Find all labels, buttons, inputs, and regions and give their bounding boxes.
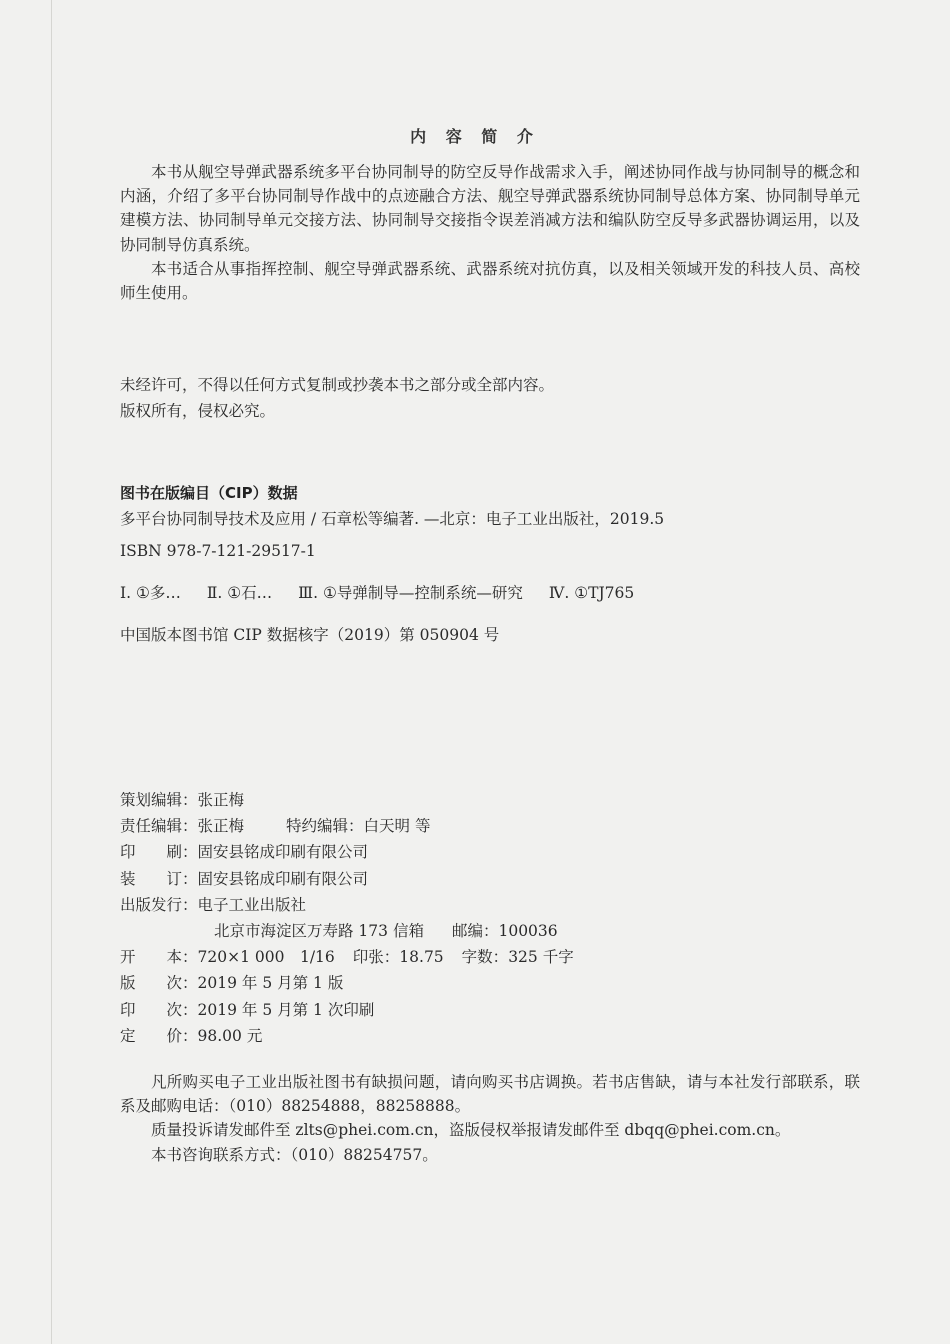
info-label: 定 价： bbox=[120, 1026, 198, 1045]
notice-section bbox=[120, 1070, 860, 1167]
info-row-format bbox=[120, 944, 860, 970]
intro-paragraph-2: 本书适合从事指挥控制、舰空导弹武器系统、武器系统对抗仿真，以及相关领域开发的科技人员、高校师生使用。 bbox=[120, 259, 860, 303]
cip-heading: 图书在版编目（CIP）数据 bbox=[120, 484, 298, 502]
cip-category: Ⅳ. ①TJ765 bbox=[548, 584, 635, 602]
info-value: 白天明 等 bbox=[363, 817, 431, 836]
info-label: 出版发行： bbox=[120, 895, 198, 914]
notice-email-line: 质量投诉请发邮件至 zlts@phei.com.cn，盗版侵权举报请发邮件至 dbqq@phei.com.cn。 bbox=[151, 1121, 791, 1140]
notice-contact-line: 本书咨询联系方式：（010）88254757。 bbox=[151, 1145, 438, 1164]
cip-record: 中国版本图书馆 CIP 数据核字（2019）第 050904 号 bbox=[120, 626, 500, 644]
info-value: 张正梅 bbox=[197, 791, 245, 809]
page-title: 内 容 简 介 bbox=[410, 127, 540, 146]
info-label: 印 次： bbox=[120, 1000, 198, 1019]
info-row-price bbox=[120, 1023, 860, 1049]
info-row-publisher bbox=[120, 892, 860, 918]
intro-paragraph-1: 本书从舰空导弹武器系统多平台协同制导的防空反导作战需求入手，阐述协同作战与协同制导的概念和内涵，介绍了多平台协同制导作战中的点迹融合方法、舰空导弹武器系统协同制导总体方案、协同制导单元建模方法、协同制导单元交接方法、协同制导交接指令误差消减方法和编队防空反导多武器协调运用，以及协同制导仿真系统。 bbox=[120, 163, 860, 254]
info-value: 2019 年 5 月第 1 次印刷 bbox=[197, 1000, 375, 1019]
info-label: 印 刷： bbox=[120, 843, 198, 862]
info-row-binding bbox=[120, 866, 860, 892]
copyright-line-1: 未经许可，不得以任何方式复制或抄袭本书之部分或全部内容。 bbox=[120, 376, 555, 394]
info-label: 开 本： bbox=[120, 948, 198, 967]
info-label: 装 订： bbox=[120, 869, 198, 888]
notice-paragraph: 凡所购买电子工业出版社图书有缺损问题，请向购买书店调换。若书店售缺，请与本社发行部联系，联系及邮购电话：（010）88254888，88258888。 bbox=[120, 1073, 860, 1116]
info-label: 特约编辑： bbox=[286, 817, 364, 836]
info-value: 100036 bbox=[498, 922, 558, 941]
info-value: 720×1 000 1/16 bbox=[197, 948, 335, 967]
info-value: 电子工业出版社 bbox=[197, 895, 307, 914]
info-value: 固安县铭成印刷有限公司 bbox=[197, 843, 369, 862]
info-row-edition bbox=[120, 970, 860, 996]
copyright-line-2: 版权所有，侵权必究。 bbox=[120, 402, 276, 420]
binding-line bbox=[51, 0, 52, 1344]
info-label: 责任编辑： bbox=[120, 817, 198, 836]
info-label: 策划编辑： bbox=[120, 791, 198, 809]
info-value: 固安县铭成印刷有限公司 bbox=[197, 869, 369, 888]
copyright-notice bbox=[120, 372, 860, 424]
info-row-responsible-editor bbox=[120, 813, 860, 839]
cip-category: Ⅰ. ①多… bbox=[120, 584, 181, 602]
info-value: 北京市海淀区万寿路 173 信箱 bbox=[214, 922, 424, 941]
publication-info bbox=[120, 787, 860, 1049]
info-label: 印张： bbox=[352, 948, 400, 967]
info-value: 98.00 元 bbox=[197, 1026, 263, 1045]
cip-categories bbox=[120, 580, 860, 606]
cip-category: Ⅲ. ①导弹制导—控制系统—研究 bbox=[298, 584, 523, 602]
info-label: 字数： bbox=[461, 948, 509, 967]
info-value: 2019 年 5 月第 1 版 bbox=[197, 974, 344, 993]
info-label: 邮编： bbox=[451, 922, 499, 941]
info-row-printing bbox=[120, 839, 860, 865]
info-row-address bbox=[120, 918, 860, 944]
info-row-planning-editor bbox=[120, 787, 860, 813]
info-label: 版 次： bbox=[120, 974, 198, 993]
info-value: 张正梅 bbox=[197, 817, 245, 836]
cip-isbn: ISBN 978-7-121-29517-1 bbox=[120, 542, 316, 560]
intro-section bbox=[120, 160, 860, 305]
cip-section bbox=[120, 480, 860, 648]
info-value: 325 千字 bbox=[508, 948, 574, 967]
cip-category: Ⅱ. ①石… bbox=[206, 584, 273, 602]
info-value: 18.75 bbox=[399, 948, 444, 967]
cip-book-line: 多平台协同制导技术及应用 / 石章松等编著. —北京：电子工业出版社，2019.5 bbox=[120, 510, 665, 528]
info-row-impression bbox=[120, 997, 860, 1023]
